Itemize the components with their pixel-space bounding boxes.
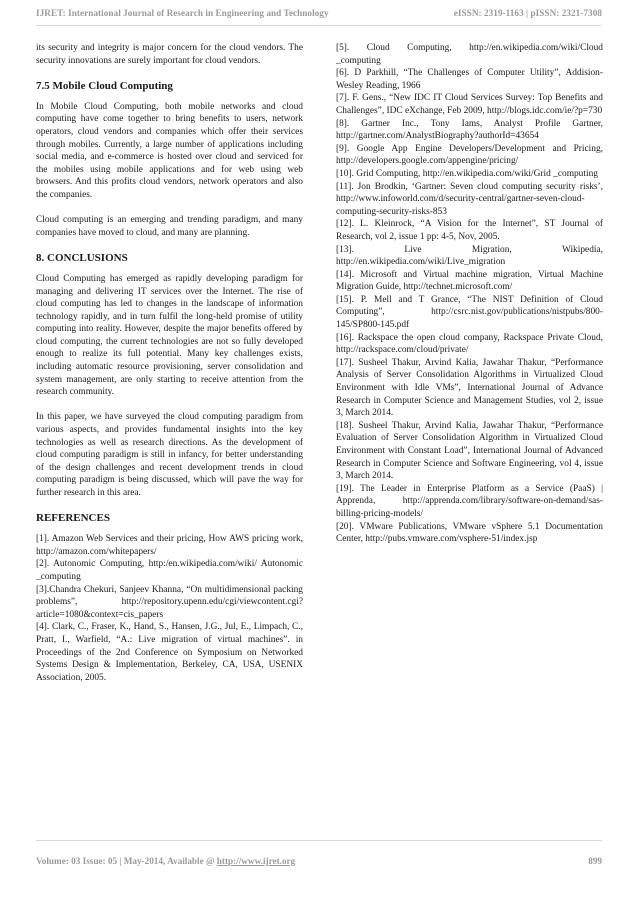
reference-item: [15]. P. Mell and T Grance, “The NIST Definition of Cloud Computing”, http://csrc.nist.gov/publications/nistpubs/800-145/SP800-145.pdf xyxy=(336,294,603,331)
reference-item: [18]. Susheel Thakur, Arvind Kalia, Jawahar Thakur, “Performance Evaluation of Server Consolidation Algorithm in Virtualized Cloud Environment with Constant Load”, International Journal of Advanced Research in Computer Science and Software Engineering, vol 4, issue 3, March 2014. xyxy=(336,420,603,482)
conclusions-heading: 8. CONCLUSIONS xyxy=(36,251,128,264)
reference-item: [8]. Gartner Inc., Tony Iams, Analyst Profile Gartner, http://gartner.com/AnalystBiography?authorId=43654 xyxy=(336,118,603,142)
reference-item: [9]. Google App Engine Developers/Development and Pricing, http://developers.google.com/appengine/pricing/ xyxy=(336,143,603,167)
footer-rule xyxy=(36,840,602,841)
reference-list-left xyxy=(36,533,303,684)
reference-item: [16]. Rackspace the open cloud company, Rackspace Private Cloud, http://rackspace.com/cloud/private/ xyxy=(336,332,603,356)
reference-item: [11]. Jon Brodkin, ‘Gartner: Seven cloud computing security risks’, http://www.infoworld.com/d/security-central/gartner-seven-cloud-computing-security-risks-853 xyxy=(336,181,603,217)
journal-url-link[interactable]: http://www.ijret.org xyxy=(216,856,296,866)
section-7-5-paragraph-2: Cloud computing is an emerging and trending paradigm, and many companies have moved to cloud, and many are planning. xyxy=(36,215,303,238)
intro-paragraph: its security and integrity is major concern for the cloud vendors. The security innovations are surely important for cloud vendors. xyxy=(36,43,303,66)
conclusions-paragraph-1: Cloud Computing has emerged as rapidly developing paradigm for managing and delivering IT services over the Internet. The rise of cloud computing has led to changes in the landscape of information technology rapidly, and in turn fulfil the long-held promise of utility computing into reality. However, despite the major benefits offered by cloud computing, the current technologies are not so fully developed enough to realize its full potential. Many key challenges exists, including automatic resource provisioning, server consolidation and system management, are only starting to receive attention from the research community. xyxy=(36,273,303,398)
journal-title: IJRET: International Journal of Research in Engineering and Technology xyxy=(36,8,329,18)
reference-item: [19]. The Leader in Enterprise Platform as a Service (PaaS) | Apprenda, http://apprenda.com/library/software-on-demand/sas-billing-pricing-models/ xyxy=(336,483,603,519)
reference-item: [20]. VMware Publications, VMware vSphere 5.1 Documentation Center, http://pubs.vmware.com/vsphere-51/index.jsp xyxy=(336,521,603,545)
section-7-5-paragraph-1: In Mobile Cloud Computing, both mobile networks and cloud computing have come together to bring benefits to users, network operators, cloud vendors and companies which offer their services through mobiles. Currently, a large number of applications including social media, and e-commerce is hosted over cloud and serviced for the mobiles using mobile applications and for web using web browsers. And this profits cloud vendors, network operators and also the companies. xyxy=(36,101,303,200)
reference-item: [12]. L. Kleinrock, “A Vision for the Internet”, ST Journal of Research, vol 2, issue 1 pp: 4-5, Nov, 2005. xyxy=(336,219,603,242)
right-column xyxy=(336,42,603,546)
reference-item: [14]. Microsoft and Virtual machine migration, Virtual Machine Migration Guide, http://technet.microsoft.com/ xyxy=(336,269,603,293)
reference-item: [5]. Cloud Computing, http://en.wikipedia.com/wiki/Cloud _computing xyxy=(336,43,603,66)
header-rule xyxy=(36,25,602,26)
footer-volume-text: Volume: 03 Issue: 05 | May-2014, Available @ xyxy=(36,856,217,866)
reference-item: [1]. Amazon Web Services and their pricing, How AWS pricing work, http://amazon.com/whitepapers/ xyxy=(36,534,303,557)
reference-item: [7]. F. Gens., “New IDC IT Cloud Services Survey: Top Benefits and Challenges”, IDC eXchange, Feb 2009, http://blogs.idc.com/ie/?p=730 xyxy=(336,93,603,116)
reference-item: [2]. Autonomic Computing, http:/en.wikipedia.com/wiki/ Autonomic _computing xyxy=(36,559,303,582)
footer-volume-info xyxy=(36,856,295,866)
reference-item: [13]. Live Migration, Wikipedia, http://en.wikipedia.com/wiki/Live_migration xyxy=(336,244,603,268)
section-7-5-heading: 7.5 Mobile Cloud Computing xyxy=(36,79,173,92)
reference-item: [4]. Clark, C., Fraser, K., Hand, S., Hansen, J.G., Jul, E., Limpach, C., Pratt, I., Warfield, “A.: Live migration of virtual machines”. in Proceedings of the 2nd Conference on Symposium on Networked Systems Design & Implementation, Berkeley, CA, USA, USENIX Association, 2005. xyxy=(36,622,303,683)
running-header xyxy=(36,8,602,18)
reference-item: [10]. Grid Computing, http://en.wikipedia.com/wiki/Grid _computing xyxy=(336,168,598,179)
running-footer xyxy=(36,856,602,866)
page-number: 899 xyxy=(588,856,602,866)
references-heading: REFERENCES xyxy=(36,512,110,525)
reference-item: [3].Chandra Chekuri, Sanjeev Khanna, “On multidimensional packing problems”, http://repository.upenn.edu/cgi/viewcontent.cgi?article=1080&context=cis_papers xyxy=(36,584,303,620)
issn-info: eISSN: 2319-1163 | pISSN: 2321-7308 xyxy=(453,8,602,18)
reference-item: [17]. Susheel Thakur, Arvind Kalia, Jawahar Thakur, “Performance Analysis of Server Consolidation Algorithms in Virtualized Cloud Environment with Idle VMs”, International Journal of Advance Research in Computer Science and Management Studies, vol 2, issue 3, March 2014. xyxy=(336,357,603,419)
conclusions-paragraph-2: In this paper, we have surveyed the cloud computing paradigm from various aspects, and provides fundamental insights into the key technologies as well as research directions. As the development of cloud computing paradigm is still in infancy, for better understanding of the design challenges and recent development trends in cloud computing paradigm is being discussed, which will pave the way for further research in this area. xyxy=(36,412,303,498)
reference-item: [6]. D Parkhill, “The Challenges of Computer Utility”, Addision-Wesley Reading, 1966 xyxy=(336,68,603,91)
left-column xyxy=(36,42,303,684)
reference-list-right xyxy=(336,42,603,546)
